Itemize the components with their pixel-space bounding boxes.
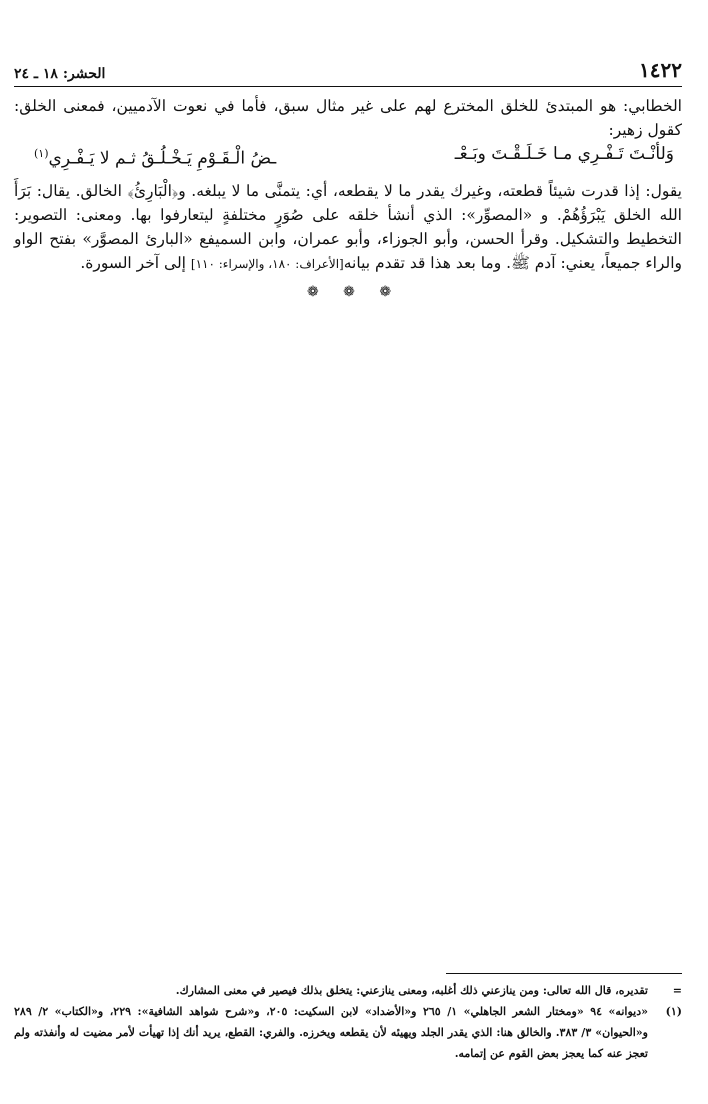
footnote-marker: = (672, 984, 682, 997)
footnote-text: «ديوانه» ٩٤ «ومختار الشعر الجاهلي» ١/ ٢٦٥ و«الأضداد» لابن السكيت: ٢٠٥، و«شرح شواهد الشافية»: ٢٢٩، و«الكتاب» ٢/ ٢٨٩ و«الحيوان» ٣/ ٣٨٣. والخالق هنا: الذي يقدر الجلد ويهيئه لأن يقطعه ويخرزه. والفري: القطع، يريد أنك إذا تهيأت لأمر مضيت له وأنفذته ولم تعجز عنه كما يعجز بعض القوم عن إتمامه. (14, 1005, 648, 1060)
footnote-1 (14, 1001, 682, 1064)
footnotes (14, 980, 682, 1064)
section-divider: ❁ ❁ ❁ (306, 284, 402, 300)
verse-second-hemistich: ـضُ الْـقَـوْمِ يَـخْـلُـقُ ثـم لا يَـفْـرِي$^{(١)}$ (34, 147, 277, 169)
main-text (14, 94, 682, 276)
footnote-ref-1: (١) (34, 147, 49, 160)
running-title: الحشر: ١٨ ـ ٢٤ (14, 66, 106, 82)
verse-first-hemistich: وَلأنْـتَ تَـفْـرِي مـا خَـلَـقْـتَ وبَـعْـ (454, 144, 674, 164)
paragraph-2: يقول: إذا قدرت شيئاً قطعته، وغيرك يقدر ما لا يقطعه، أي: يتمنَّى ما لا يبلغه. و﴿الْبَارِئُ﴾ الخالق. يقال: بَرَأَ الله الخلق يَبْرَؤُهُمْ. و «المصوِّر»: الذي أنشأ خلقه على صُوَرٍ مختلفةٍ ليتعارفوا بها. ومعنى: التصوير: التخطيط والتشكيل. وقرأ الحسن، وأبو الجوزاء، وأبو عمران، وابن السميفع «البارئ المصوَّر» بفتح الواو والراء جميعاً، يعني: آدم ﷺ. وما بعد هذا قد تقدم بيانه[الأعراف: ١٨٠، والإسراء: ١١٠] إلى آخر السورة. (14, 181, 682, 272)
header-rule (14, 86, 682, 87)
paragraph-1: الخطابي: هو المبتدئ للخلق المخترع لهم على غير مثال سبق، فأما في نعوت الآدميين، فمعنى الخلق: كقول زهير: (14, 97, 682, 139)
page-header (14, 58, 682, 82)
footnote-text: تقديره، قال الله تعالى: ومن ينازعني ذلك أغلبه، ومعنى ينازعني: يتخلق بذلك فيصير في معنى المشارك. (175, 984, 648, 997)
footnote-rule (446, 973, 682, 974)
page-number: ١٤٢٢ (639, 58, 682, 82)
quran-references: [الأعراف: ١٨٠، والإسراء: ١١٠] (190, 256, 344, 271)
poetry-verse (14, 142, 682, 171)
footnote-continuation (14, 980, 682, 1001)
footnote-marker: (١) (665, 1005, 682, 1018)
